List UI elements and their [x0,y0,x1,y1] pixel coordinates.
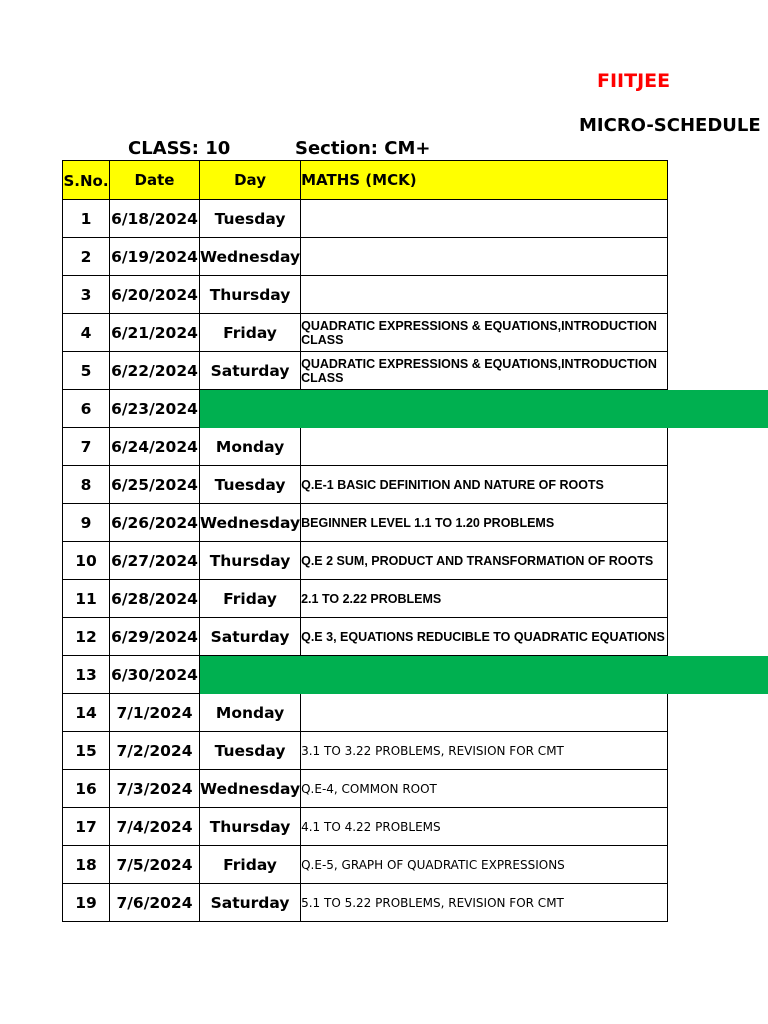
cell-topic [301,314,668,352]
cell-date: 6/28/2024 [110,580,200,618]
table-header-row [63,161,668,200]
cell-day: Tuesday [200,732,301,770]
cell-sno: 17 [63,808,110,846]
cell-sno: 19 [63,884,110,922]
cell-sno: 12 [63,618,110,656]
header-sno: S.No. [63,161,110,200]
cell-topic [301,580,668,618]
table-row [63,846,668,884]
table-row [63,542,668,580]
table-row [63,466,668,504]
topic-text: 5.1 TO 5.22 PROBLEMS, REVISION FOR CMT [301,895,564,910]
table-row [63,276,668,314]
topic-text: Q.E 2 SUM, PRODUCT AND TRANSFORMATION OF ROOTS [301,553,654,568]
section-label: Section: CM+ [295,138,431,159]
table-row [63,314,668,352]
cell-day: Friday [200,580,301,618]
table-row [63,580,668,618]
cell-date: 6/19/2024 [110,238,200,276]
cell-day: Wednesday [200,504,301,542]
cell-sno: 11 [63,580,110,618]
cell-date: 7/6/2024 [110,884,200,922]
cell-date: 6/20/2024 [110,276,200,314]
cell-topic [301,466,668,504]
cell-day: Saturday [200,884,301,922]
topic-text: QUADRATIC EXPRESSIONS & EQUATIONS,INTRODUCTION CLASS [301,318,657,347]
table-row [63,770,668,808]
holiday-fill [200,656,301,694]
topic-text: 2.1 TO 2.22 PROBLEMS [301,591,442,606]
cell-topic [301,428,668,466]
cell-date: 6/27/2024 [110,542,200,580]
table-row [63,504,668,542]
topic-text: Q.E 3, EQUATIONS REDUCIBLE TO QUADRATIC EQUATIONS [301,629,665,644]
cell-day: Wednesday [200,238,301,276]
cell-topic [301,352,668,390]
cell-day: Thursday [200,808,301,846]
cell-day: Thursday [200,276,301,314]
cell-topic [301,618,668,656]
header-subject: MATHS (MCK) [301,161,668,200]
schedule-table [62,160,668,922]
topic-text: BEGINNER LEVEL 1.1 TO 1.20 PROBLEMS [301,515,555,530]
cell-sno: 8 [63,466,110,504]
cell-topic [301,504,668,542]
cell-day: Tuesday [200,200,301,238]
cell-day: Thursday [200,542,301,580]
holiday-row [63,656,668,694]
brand-title: FIITJEE [597,70,671,92]
topic-text: 4.1 TO 4.22 PROBLEMS [301,819,441,834]
cell-day: Monday [200,694,301,732]
cell-topic [301,200,668,238]
class-label: CLASS: 10 [128,138,231,159]
cell-sno: 2 [63,238,110,276]
cell-day: Saturday [200,352,301,390]
cell-sno: 7 [63,428,110,466]
cell-sno: 4 [63,314,110,352]
schedule-title: MICRO-SCHEDULE [579,115,761,136]
cell-sno: 14 [63,694,110,732]
holiday-fill [200,390,301,428]
table-row [63,884,668,922]
holiday-band-extension [660,656,768,694]
cell-topic [301,770,668,808]
cell-day: Saturday [200,618,301,656]
cell-date: 7/5/2024 [110,846,200,884]
header-date: Date [110,161,200,200]
table-row [63,694,668,732]
cell-day: Monday [200,428,301,466]
cell-topic [301,808,668,846]
cell-sno: 16 [63,770,110,808]
cell-topic [301,542,668,580]
cell-date: 7/4/2024 [110,808,200,846]
holiday-fill [301,656,668,694]
header-day: Day [200,161,301,200]
cell-topic [301,694,668,732]
cell-sno: 15 [63,732,110,770]
cell-date: 7/2/2024 [110,732,200,770]
table-row [63,618,668,656]
cell-topic [301,884,668,922]
cell-topic [301,238,668,276]
holiday-row [63,390,668,428]
cell-topic [301,732,668,770]
cell-sno: 1 [63,200,110,238]
cell-date: 6/30/2024 [110,656,200,694]
cell-sno: 6 [63,390,110,428]
table-row [63,808,668,846]
cell-sno: 9 [63,504,110,542]
topic-text: Q.E-5, GRAPH OF QUADRATIC EXPRESSIONS [301,857,565,872]
holiday-fill [301,390,668,428]
cell-sno: 10 [63,542,110,580]
cell-topic [301,846,668,884]
cell-day: Wednesday [200,770,301,808]
topic-text: Q.E-4, COMMON ROOT [301,781,437,796]
table-row [63,352,668,390]
cell-date: 6/23/2024 [110,390,200,428]
topic-text: QUADRATIC EXPRESSIONS & EQUATIONS,INTRODUCTION CLASS [301,356,657,385]
cell-date: 6/18/2024 [110,200,200,238]
topic-text: Q.E-1 BASIC DEFINITION AND NATURE OF ROOTS [301,477,604,492]
topic-text: 3.1 TO 3.22 PROBLEMS, REVISION FOR CMT [301,743,564,758]
cell-date: 6/22/2024 [110,352,200,390]
cell-date: 7/3/2024 [110,770,200,808]
cell-date: 6/24/2024 [110,428,200,466]
cell-topic [301,276,668,314]
cell-date: 7/1/2024 [110,694,200,732]
holiday-band-extension [660,390,768,428]
cell-date: 6/21/2024 [110,314,200,352]
cell-day: Friday [200,846,301,884]
cell-date: 6/25/2024 [110,466,200,504]
table-row [63,732,668,770]
table-row [63,200,668,238]
cell-sno: 13 [63,656,110,694]
cell-date: 6/29/2024 [110,618,200,656]
table-row [63,238,668,276]
cell-day: Friday [200,314,301,352]
cell-day: Tuesday [200,466,301,504]
cell-date: 6/26/2024 [110,504,200,542]
cell-sno: 5 [63,352,110,390]
cell-sno: 18 [63,846,110,884]
table-row [63,428,668,466]
cell-sno: 3 [63,276,110,314]
